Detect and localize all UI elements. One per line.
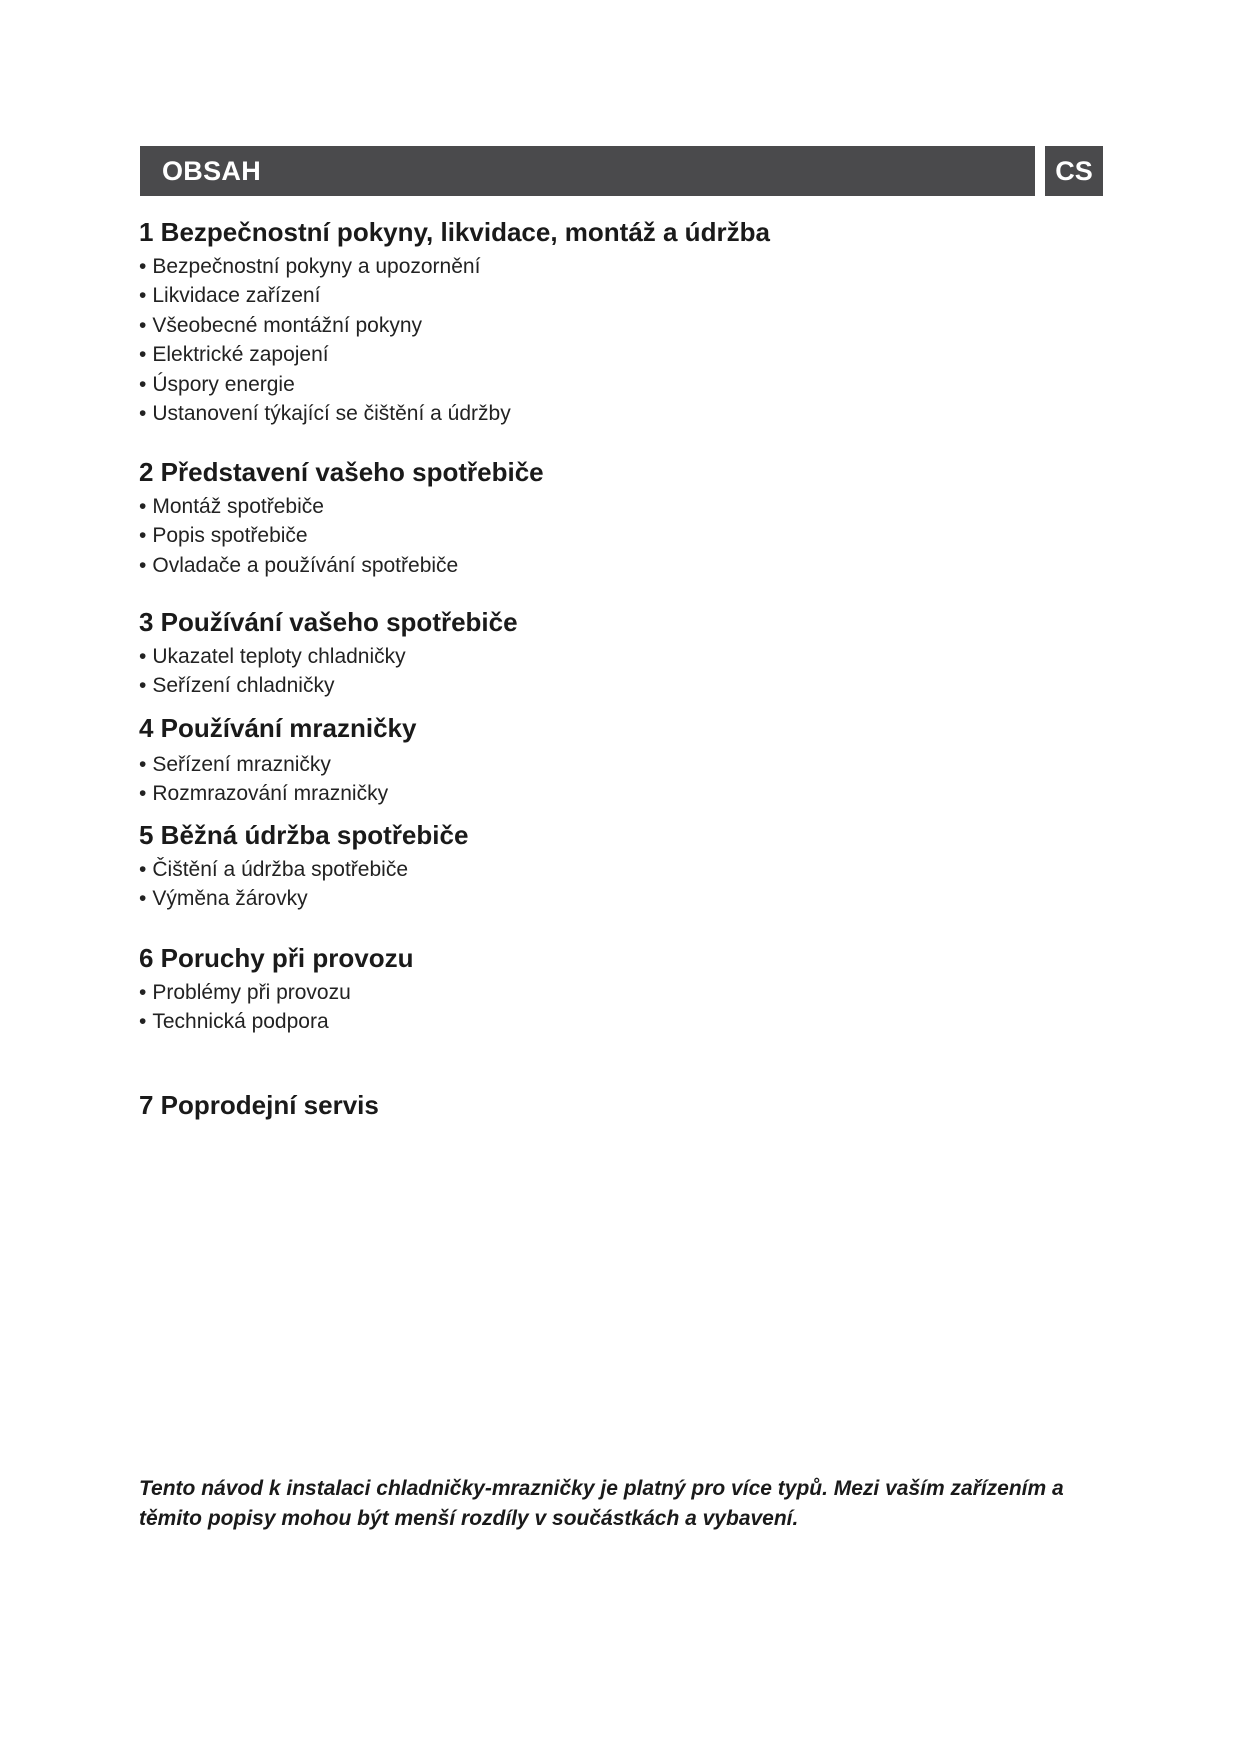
item-label: Popis spotřebiče bbox=[152, 524, 308, 548]
page-title: OBSAH bbox=[162, 156, 262, 186]
list-item[interactable] bbox=[139, 642, 1099, 671]
list-item[interactable] bbox=[139, 750, 1099, 779]
section-title[interactable]: 4 Používání mrazničky bbox=[139, 713, 417, 743]
toc-section-5 bbox=[139, 819, 1099, 914]
list-item[interactable] bbox=[139, 779, 1099, 808]
bullet: • bbox=[139, 753, 147, 776]
section-title[interactable]: 5 Běžná údržba spotřebiče bbox=[139, 820, 469, 850]
item-label: Čištění a údržba spotřebiče bbox=[152, 858, 408, 881]
bullet: • bbox=[139, 981, 147, 1004]
item-label: Rozmrazování mrazničky bbox=[152, 782, 389, 806]
item-label: Bezpečnostní pokyny a upozornění bbox=[152, 255, 481, 278]
item-label: Seřízení chladničky bbox=[152, 674, 335, 698]
bullet: • bbox=[139, 887, 147, 911]
disclaimer-note: Tento návod k instalaci chladničky-mrazničky je platný pro více typů. Mezi vaším zařízením a těmito popisy mohou být menší rozdíly v součástkách a vybavení. bbox=[139, 1477, 1064, 1530]
item-label: Montáž spotřebiče bbox=[152, 495, 324, 518]
bullet: • bbox=[139, 402, 147, 426]
list-item[interactable] bbox=[139, 978, 1099, 1007]
list-item[interactable] bbox=[139, 311, 1099, 340]
bullet: • bbox=[139, 284, 147, 308]
bullet: • bbox=[139, 858, 147, 881]
bullet: • bbox=[139, 645, 147, 668]
list-item[interactable] bbox=[139, 855, 1099, 884]
toc-section-2 bbox=[139, 456, 1099, 580]
list-item[interactable] bbox=[139, 671, 1099, 700]
item-label: Elektrické zapojení bbox=[152, 343, 329, 367]
bullet: • bbox=[139, 313, 147, 337]
item-label: Seřízení mrazničky bbox=[152, 753, 331, 776]
item-label: Všeobecné montážní pokyny bbox=[152, 313, 423, 337]
list-item[interactable] bbox=[139, 399, 1099, 428]
list-item[interactable] bbox=[139, 1007, 1099, 1036]
toc-section-4 bbox=[139, 712, 1099, 809]
item-label: Ustanovení týkající se čištění a údržby bbox=[152, 402, 511, 426]
section-title[interactable]: 7 Poprodejní servis bbox=[139, 1090, 379, 1120]
language-badge: CS bbox=[1045, 146, 1103, 196]
list-item[interactable] bbox=[139, 521, 1099, 550]
bullet: • bbox=[139, 343, 147, 367]
list-item[interactable] bbox=[139, 492, 1099, 521]
bullet: • bbox=[139, 495, 147, 518]
section-title[interactable]: 6 Poruchy při provozu bbox=[139, 943, 414, 973]
section-title[interactable]: 3 Používání vašeho spotřebiče bbox=[139, 607, 518, 637]
list-item[interactable] bbox=[139, 281, 1099, 310]
list-item[interactable] bbox=[139, 551, 1099, 580]
item-label: Problémy při provozu bbox=[152, 981, 351, 1004]
section-title[interactable]: 1 Bezpečnostní pokyny, likvidace, montáž a údržba bbox=[139, 217, 770, 247]
list-item[interactable] bbox=[139, 252, 1099, 281]
toc-section-6 bbox=[139, 942, 1099, 1037]
list-item[interactable] bbox=[139, 884, 1099, 913]
bullet: • bbox=[139, 372, 147, 396]
item-label: Ovladače a používání spotřebiče bbox=[152, 553, 459, 577]
header-bar bbox=[140, 146, 1035, 196]
list-item[interactable] bbox=[139, 340, 1099, 369]
bullet: • bbox=[139, 553, 147, 577]
toc-section-7 bbox=[139, 1089, 1099, 1125]
item-label: Výměna žárovky bbox=[152, 887, 308, 911]
item-label: Ukazatel teploty chladničky bbox=[152, 645, 406, 668]
item-label: Úspory energie bbox=[152, 372, 295, 396]
bullet: • bbox=[139, 255, 147, 278]
item-label: Likvidace zařízení bbox=[152, 284, 321, 308]
toc-section-3 bbox=[139, 606, 1099, 701]
bullet: • bbox=[139, 782, 147, 806]
bullet: • bbox=[139, 1010, 147, 1034]
bullet: • bbox=[139, 524, 147, 548]
section-title[interactable]: 2 Představení vašeho spotřebiče bbox=[139, 457, 544, 487]
toc-section-1 bbox=[139, 216, 1099, 428]
item-label: Technická podpora bbox=[152, 1010, 329, 1034]
list-item[interactable] bbox=[139, 370, 1099, 399]
bullet: • bbox=[139, 674, 147, 698]
